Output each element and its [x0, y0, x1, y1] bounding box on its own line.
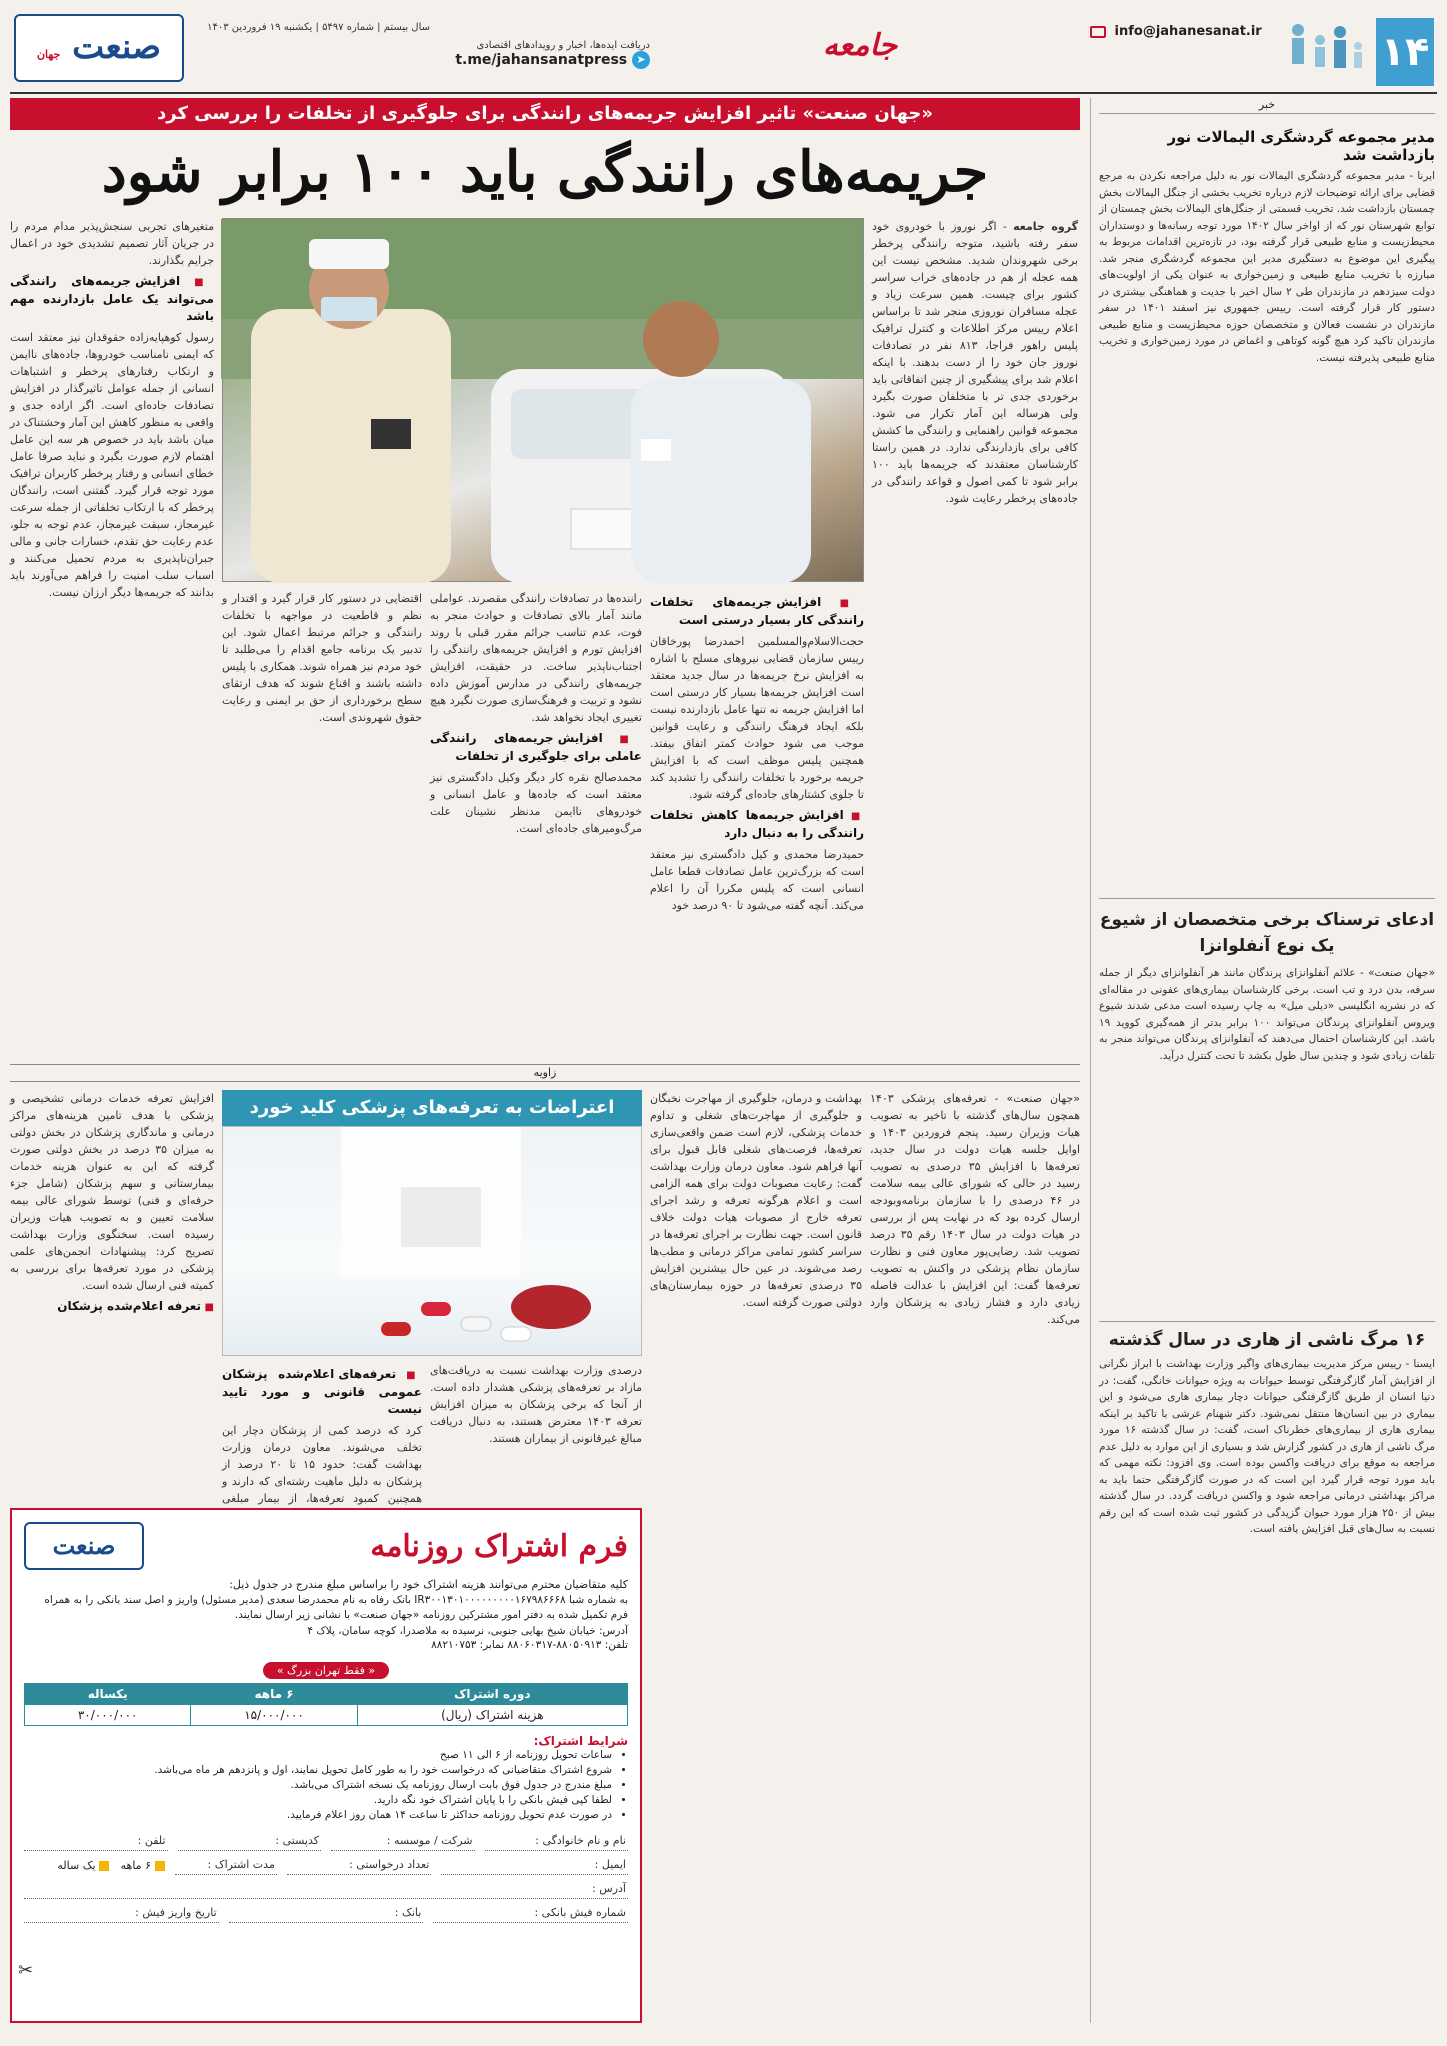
subscription-form: [10, 1508, 642, 2023]
mail-icon: [1090, 26, 1106, 38]
main-col-5: [10, 218, 214, 1058]
logo-small: جهان: [36, 48, 61, 61]
col5-subhead: ■ افزایش جریمه‌های رانندگی می‌تواند یک عامل بازدارنده مهم باشد: [10, 273, 214, 325]
price-table: [24, 1683, 628, 1726]
email-address[interactable]: info@jahanesanat.ir: [1114, 24, 1262, 39]
lower-col-b: بهداشت و درمان، جلوگیری از مهاجرت نخبگان و جلوگیری از مهاجرت‌های شغلی و تداوم خدمات پزشکی، لازم است ضمن واقعی‌سازی تعرفه‌ها، فرصت‌های شغلی قابل قبول برای آنها فراهم شود. معاون درمان وزارت بهداشت گفت: رعایت مصوبات دولت برای همه الزامی است و اعلام هرگونه تعرفه و رشد اجرای تعرفه خارج از مصوبات هیات دولت خلاف قانون است. جهت نظارت بر اجرای تعرفه‌ها در سراسر کشور تمامی مراکز درمانی و مطب‌ها رصد می‌شوند. در عین حال بیشترین افزایش ۳۵ درصدی تعرفه‌ها در حوزه بیمارستان‌های دولتی صورت گرفته است.: [650, 1092, 862, 1309]
opt-12-label: یک ساله: [57, 1858, 96, 1872]
field-phone[interactable]: تلفن :: [24, 1831, 168, 1851]
lower-col-c: [430, 1362, 642, 1502]
price-6-value: ۱۵/۰۰۰/۰۰۰: [191, 1705, 357, 1726]
condition-item: • لطفا کپی فیش بانکی را با پایان اشتراک خود نگه دارید.: [24, 1793, 612, 1808]
lower-col-d: [222, 1362, 422, 1505]
condition-item: • در صورت عدم تحویل روزنامه حداکثر تا ساعت ۱۴ همان روز اعلام فرمایید.: [24, 1808, 612, 1823]
field-period: مدت اشتراک :: [175, 1855, 277, 1875]
lower-col-e-subhead: ■ تعرفه اعلام‌شده پزشکان: [10, 1298, 214, 1316]
news3-body: ایسنا - رییس مرکز مدیریت بیماری‌های واگیر وزارت بهداشت با ابراز نگرانی از افزایش آمار گازگرفتگی توسط حیوانات به ویژه حیوانات خانگی، گفت: در دنیا انسان از طریق گازگرفتگی حیوانات دچار بیماری هاری می‌شود و این بیماری در بین انسان‌ها منتقل نمی‌شود. دکتر شهنام عرشی با تاکید بر اینکه بیماری هاری از بیماری‌های خطرناک است، گفت: در سال گذشته ۱۶ مورد مرگ ناشی از هاری در کشور گزارش شد و بسیاری از این موارد به دلیل عدم مراجعه به موقع برای دریافت واکسن بوده است. وی افزود: نکته مهمی که باید مورد توجه قرار گیرد این است که در صورت گازگرفتگی حتما باید به مراکز بهداشتی درمانی مراجعه شود و واکسن دریافت گردد. در سال گذشته بیش از ۲۵۰ هزار مورد حیوان گزیدگی در کشور ثبت شده است که این رقم نسبت به سال‌های قبل افزایش یافته است.: [1099, 1358, 1435, 1535]
telegram-block[interactable]: [440, 40, 650, 82]
field-bank[interactable]: بانک :: [229, 1903, 424, 1923]
main-col-5-pre: متغیرهای تجربی سنجش‌پذیر مدام مردم را در جریان آثار تصمیم تشدیدی خود در اعمال جرایم بگذارند.: [10, 220, 214, 267]
main-col-4: [222, 590, 422, 1058]
price-row-label: هزینه اشتراک (ریال): [357, 1705, 627, 1726]
logo-text: صنعت: [72, 27, 162, 67]
telegram-caption: دریافت ایده‌ها، اخبار و رویدادهای اقتصادی: [476, 40, 650, 51]
kicker-bar: «جهان صنعت» تاثیر افزایش جریمه‌های رانندگی برای جلوگیری از تخلفات را بررسی کرد: [10, 98, 1080, 130]
page-number: ۱۴: [1376, 18, 1434, 86]
section-title: جامعه: [822, 28, 898, 63]
lead-label: گروه جامعه: [1013, 220, 1079, 233]
field-address[interactable]: آدرس :: [24, 1879, 628, 1899]
lower-col-c-text: درصدی وزارت بهداشت نسبت به دریافت‌های مازاد بر تعرفه‌های پزشکی هشدار داده است. از آنجا که برخی پزشکان به میزان افزایش تعرفه ۱۴۰۳ معترض هستند، به دنبال دریافت مبالغ غیرقانونی از بیماران هستند.: [430, 1364, 642, 1445]
form-logo: صنعت: [24, 1522, 144, 1570]
condition-item: • مبلغ مندرج در جدول فوق بابت ارسال روزنامه یک نسخه اشتراک می‌باشد.: [24, 1778, 612, 1793]
main-col-1-text: اگر نوروز با خودروی خود سفر رفته باشید، متوجه رانندگی پرخطر برخی شهروندان شدید. مشخص نیست این همه عجله از هم در جاده‌های خراب سراسر کشور برای چیست. همین سرعت زیاد و عجله مسافران نوروزی منجر شد تا براساس اعلام رییس مرکز اطلاعات و کنترل ترافیک پلیس راهور فراجا، ۸۱۳ نفر در تصادفات نوروز جان خود را از دست بدهند. با اینکه اعلام شد برای پیشگیری از چنین اتفاقاتی باید برخوردی جدی تر با متخلفان صورت بگیرد ولی هرساله این آمار تکرار می شود. مجموعه قوانین راهنمایی و رانندگی ما کشش کافی برای بازدارندگی ندارد. در همین راستا کارشناسان معتقدند که جریمه‌ها باید ۱۰۰ برابر شود تا کمی اصول و قواعد رانندگی در جاده‌های پرخطر رعایت شود.: [872, 220, 1078, 505]
lower-col-a: «جهان صنعت» - تعرفه‌های پزشکی ۱۴۰۳ همچون سال‌های گذشته با تاخیر به تصویب هیات وزیران رسید. پنجم فروردین ۱۴۰۳ و اوایل جلسه هیات دولت در سال جدید، تعرفه‌ها با افزایش ۳۵ درصدی به تصویب رسید در حالی که شورای عالی بیمه سلامت در ۴۶ درصدی را با سازمان برنامه‌وبودجه ارسال کرده بود که در نهایت پس از بررسی در هیات دولت در سال ۱۴۰۳ رقم ۳۵ درصد تصویب شد. رضایی‌پور معاون فنی و نظارت سازمان نظام پزشکی در واکنش به تصویب تعرفه‌ها گفت: این افزایش با عدالت فاصله زیادی دارد و فشار زیادی به پزشکان وارد می‌کند.: [870, 1092, 1081, 1326]
field-name[interactable]: نام و نام خانوادگی :: [485, 1831, 629, 1851]
news2-title[interactable]: ادعای ترسناک برخی متخصصان از شیوع یک نوع آنفلوانزا: [1099, 910, 1435, 956]
form-title: فرم اشتراک روزنامه: [370, 1528, 628, 1564]
tehran-only-badge: « فقط تهران بزرگ »: [263, 1662, 389, 1679]
news3-title[interactable]: ۱۶ مرگ ناشی از هاری در سال گذشته: [1108, 1330, 1426, 1350]
field-bank-no[interactable]: شماره فیش بانکی :: [433, 1903, 628, 1923]
lower-col-e-text: افزایش تعرفه خدمات درمانی تشخیصی و پزشکی با هدف تامین هزینه‌های مراکز درمانی و ماندگاری پزشکان در بخش دولتی به میزان ۳۵ درصد در بخش دولتی صورت گرفته که این به عنوان هزینه خدمات بیمارستانی و سهم پزشکان (شامل جزء حرفه‌ای و فنی) توسط شورای عالی بیمه سلامت تعیین و به تصویب هیات وزیران رسیده است. سخنگوی وزارت بهداشت تصریح کرد: پیشنهادات انجمن‌های علمی پزشکی در مورد تعرفه‌ها برای بررسی به کمیته فنی ارسال شده است.: [10, 1092, 214, 1292]
main-col-1: گروه جامعه - اگر نوروز با خودروی خود سفر رفته باشید، متوجه رانندگی پرخطر برخی شهروندان شدید. مشخص نیست این همه عجله از هم در جاده‌های خراب سراسر کشور برای چیست. همین سرعت زیاد و عجله مسافران نوروزی منجر شد تا براساس اعلام رییس مرکز اطلاعات و کنترل ترافیک پلیس راهور فراجا، ۸۱۳ نفر در تصادفات نوروز جان خود را از دست بدهند. با اینکه اعلام شد برای پیشگیری از چنین اتفاقاتی باید برخوردی جدی تر با متخلفان صورت بگیرد ولی هرساله این آمار تکرار می شود. مجموعه قوانین راهنمایی و رانندگی ما کشش کافی برای بازدارندگی ندارد. در همین راستا کارشناسان معتقدند که جریمه‌ها باید ۱۰۰ برابر شود تا کمی اصول و قواعد رانندگی در جاده‌های پرخطر رعایت شود.: [872, 220, 1079, 505]
opt-6-label: ۶ ماهه: [120, 1858, 151, 1872]
col3-subhead: ■ افزایش جریمه‌های رانندگی عاملی برای جلوگیری از تخلفات: [430, 730, 642, 765]
field-postal[interactable]: کدپستی :: [178, 1831, 322, 1851]
price-header-12: یکساله: [25, 1684, 191, 1705]
zavieh-label: زاویه: [533, 1066, 557, 1079]
telegram-icon: ➤: [632, 51, 650, 69]
sidebar-divider-2: [1099, 1321, 1435, 1322]
form-account: به شماره شبا IR۳۰۰۱۳۰۱۰۰۰۰۰۰۰۰۰۱۶۷۹۸۶۶۶۸ بانک رفاه به نام محمدرضا سعدی (مدیر مسئول) واریز و اصل سند بانکی را به همراه فرم تکمیل شده به دفتر امور مشترکین روزنامه «جهان صنعت» با نشانی زیر ارسال نمایند.: [44, 1594, 628, 1621]
price-12-value: ۳۰/۰۰۰/۰۰۰: [25, 1705, 191, 1726]
field-date[interactable]: تاریخ واریز فیش :: [24, 1903, 219, 1923]
lower-col-e: [10, 1090, 214, 1502]
conditions-list: [24, 1748, 628, 1823]
pills-photo: [222, 1126, 642, 1356]
family-figures: [1280, 18, 1370, 86]
lower-col-d-text: کرد که درصد کمی از پزشکان دچار این تخلف می‌شوند. معاون درمان وزارت بهداشت گفت: حدود ۱۵ تا ۲۰ درصد از پزشکان به دلیل ماهیت رشته‌ای که دارند و همچنین کمبود تعرفه‌ها، از بیمار مبلغی: [222, 1424, 422, 1505]
news2-body: «جهان صنعت» - علائم آنفلوانزای پرندگان مانند هر آنفلوانزای دیگر از جمله سرفه، بدن درد و تب است. برخی کارشناسان بیماری‌های عفونی در مقاله‌ای که در نشریه انگلیسی «دیلی میل» به چاپ رسیده است مدعی شدند شیوع ویروس آنفلوانزای پرندگان می‌تواند ۱۰۰ برابر بدتر از همه‌گیری کووید ۱۹ باشد. این کارشناسان احتمال می‌دهند که آنفلوانزای پرندگان می‌تواند منجر به تلفات زیادی شود و چندین سال طول بکشد تا تحت کنترل درآید.: [1099, 967, 1435, 1062]
price-header-6: ۶ ماهه: [191, 1684, 357, 1705]
col2-subhead-1: ■ افزایش جریمه‌های تخلفات رانندگی کار بسیار درستی است: [650, 594, 864, 629]
form-address: آدرس: خیابان شیخ بهایی جنوبی، نرسیده به ملاصدرا، کوچه سامان، پلاک ۴: [307, 1625, 628, 1637]
main-col-3-text: راننده‌ها در تصادفات رانندگی مقصرند. عواملی مانند آمار بالای تصادفات و حوادث منجر به فوت، عدم تناسب جرائم مقرر قبلی با روند افزایش تورم و افزایش جریمه‌های رانندگی را اجتناب‌ناپذیر ساخت. در حقیقت، افزایش جریمه‌های رانندگی در مدارس آموزش داده نشود و تربیت و فرهنگ‌سازی صورت نگیرد هیچ تغییری ایجاد نخواهد شد.: [430, 592, 642, 724]
masthead-logo[interactable]: [14, 14, 184, 82]
checkbox-6[interactable]: [155, 1861, 165, 1871]
main-col-2: [650, 590, 864, 1058]
news1-title[interactable]: مدیر مجموعه گردشگری الیمالات نور بازداشت شد: [1167, 128, 1435, 164]
zavieh-bar: [10, 1064, 1080, 1082]
field-company[interactable]: شرکت / موسسه :: [331, 1831, 475, 1851]
checkbox-12[interactable]: [99, 1861, 109, 1871]
main-col-4-text: اقتضایی در دستور کار قرار گیرد و اقتدار و نظم و قاطعیت در مواجهه با تخلفات رانندگی و جرائم مرتبط اعمال شود. این تدبیر یک برنامه جامع اقدام را می‌طلبد تا خود مردم نیز همراه شوند. همکاری با پلیس داشته باشند و اقناع شوند که هدف ارتقای سطح برخورداری از حق بر ایمنی و رعایت حقوق شهروندی است.: [222, 592, 422, 724]
header-rule: [10, 92, 1437, 94]
scissors-icon: ✂: [18, 1960, 34, 1981]
price-header-period: دوره اشتراک: [357, 1684, 627, 1705]
police-photo: [222, 218, 864, 582]
family-icon: [1280, 18, 1370, 86]
police-scene-image: [221, 219, 863, 583]
main-col-5-text: رسول کوهپایه‌زاده حقوقدان نیز معتقد است که ایمنی نامناسب خودروها، جاده‌های ناایمن و ارتکاب رفتارهای پرخطر و اشتباهات انسانی از جمله عوامل تاثیرگذار در افزایش تصادفات جاده‌ای است. اگر اراده جدی و واقعی به منظور کاهش این آمار وحشتناک در میان باشد باید در خصوص هر سه این عامل اهتمام لازم صورت بگیرد و نباید صرفا عامل خطای انسانی و رفتار پرخطر کاربران ترافیک مورد توجه قرار گیرد. گفتنی است، رانندگان پرخطر که با ارتکاب تخلفاتی از جمله سرعت غیرمجاز، سبقت غیرمجاز، عدم توجه به جلو، عدم رعایت حق تقدم، خسارات جانی و مالی جبران‌ناپذیری به مردم تحمیل می‌کنند و اسباب سلب امنیت را فراهم می‌آورند باید بدانند که جریمه‌ها دیگر ارزان نیست.: [10, 331, 214, 599]
telegram-link[interactable]: t.me/jahansanatpress: [455, 52, 628, 68]
form-intro: کلیه متقاضیان محترم می‌توانند هزینه اشتراک خود را براساس مبلغ مندرج در جدول ذیل:: [229, 1578, 628, 1591]
field-count[interactable]: تعداد درخواستی :: [287, 1855, 432, 1875]
lower-col-d-subhead: ■ تعرفه‌های اعلام‌شده پزشکان عمومی قانونی و مورد تایید نیست: [222, 1366, 422, 1418]
news1-body: ایرنا - مدیر مجموعه گردشگری الیمالات نور به دلیل مراجعه نکردن به مرجع قضایی برای ارائه توضیحات لازم درباره تخریب بخشی از جنگل الیمالات بخش چمستان بازداشت شد. تخریب قسمتی از جنگل‌های الیمالات بخش چمستان از توابع شهرستان نور که از اواخر سال ۱۴۰۲ مورد توجه رسانه‌ها و دوستداران محیط‌زیست و منابع طبیعی قرار گرفته بود، در تازه‌ترین اقدامات مربوط به پیگیری این موضوع به دستگیری مدیر این مجموعه گردشگری منجر شد. مبارزه با تخریب منابع طبیعی و زمین‌خواری به عنوان یکی از اولویت‌های دولت سیزدهم در مازندران طی ۲ سال اخیر با جدیت و هماهنگی بیشتری در دستور کار قرار گرفته است. رییس جمهوری نیز اسفند ۱۴۰۱ در سفر مازندران در نشست فعالان و متخصصان حوزه محیط‌زیست و منابع طبیعی مازندران تاکید کرد هیچ گونه کوتاهی و اغماض در مورد زمین‌خواری و تخریب منابع طبیعی پذیرفته نیست.: [1099, 170, 1436, 364]
field-email[interactable]: ایمیل :: [441, 1855, 628, 1875]
sidebar: [1090, 98, 1435, 2023]
condition-item: • ساعات تحویل روزنامه از ۶ الی ۱۱ صبح: [24, 1748, 612, 1763]
main-col-2b-text: حمیدرضا محمدی و کیل دادگستری نیز معتقد است که بزرگ‌ترین عامل تصادفات قطعا عامل انسانی است که پلیس مکررا آن را اعلام می‌کند. آنچه گفته می‌شود تا ۹۰ درصد خود: [650, 848, 864, 912]
sidebar-tag: خبر: [1099, 98, 1435, 114]
lower-title-bar: اعتراضات به تعرفه‌های پزشکی کلید خورد: [222, 1090, 642, 1126]
col2-subhead-2: ■ افزایش جریمه‌ها کاهش تخلفات رانندگی را به دنبال دارد: [650, 807, 864, 842]
form-phones: تلفن: ۸۸۰۵۰۹۱۳-۸۸۰۶۰۳۱۷ نمابر: ۸۸۲۱۰۷۵۳: [431, 1639, 628, 1651]
condition-item: • شروع اشتراک متقاضیانی که درخواست خود را به طور کامل تحویل نمایند، اول و پانزدهم هر ماه می‌باشد.: [24, 1763, 612, 1778]
pills-image: [221, 1127, 641, 1357]
sidebar-divider-1: [1099, 898, 1435, 899]
headline[interactable]: جریمه‌های رانندگی باید ۱۰۰ برابر شود: [101, 139, 989, 205]
main-col-2-text: حجت‌الاسلام‌والمسلمین احمدرضا پورخاقان رییس سازمان قضایی نیروهای مسلح با اشاره به افزایش نرخ جریمه‌ها در سال جدید معتقد است افزایش جریمه‌ها بسیار کار درستی است اما افزایش جریمه نه تنها عامل بازدارنده نیست بلکه ایجاد فرهنگ رانندگی و رعایت قوانین موجب می شود حوادث کمتر اتفاق بیفتد. همچنین پلیس موظف است که با افزایش جریمه برخورد با تخلفات رانندگی را تشدید کند تا جلوی کشتارهای جاده‌ای گرفته شود.: [650, 635, 864, 801]
email-line: [1090, 24, 1280, 46]
issue-line: سال بیستم | شماره ۵۴۹۷ | یکشنبه ۱۹ فروردین ۱۴۰۳: [207, 22, 430, 33]
main-col-3: [430, 590, 642, 1058]
conditions-title: شرایط اشتراک:: [533, 1734, 628, 1748]
main-col-3b-text: محمدصالح نقره کار دیگر وکیل دادگستری نیز معتقد است که جاده‌ها و عامل انسانی و خودروهای ناایمن مدنظر نشینان علت مرگ‌ومیرهای جاده‌ای است.: [430, 771, 642, 835]
